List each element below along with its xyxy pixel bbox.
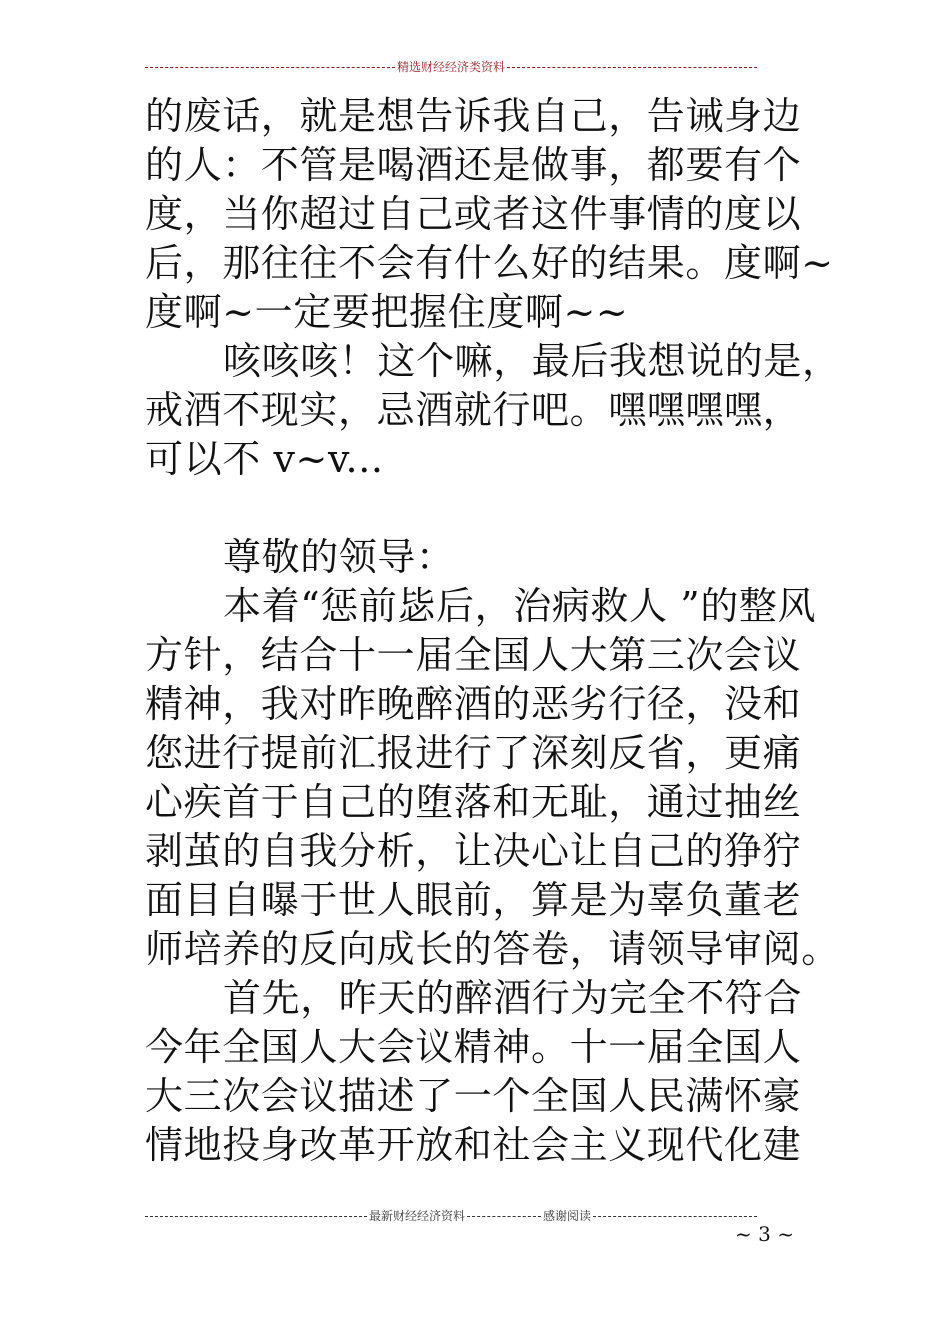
body-line: 您进行提前汇报进行了深刻反省，更痛: [145, 731, 802, 775]
body-line: 本着“惩前毖后，治病救人 ”的整风: [223, 584, 817, 628]
body-line: 情地投身改革开放和社会主义现代化建: [145, 1123, 802, 1167]
header-dash-left: [145, 67, 395, 68]
body-line: 大三次会议描述了一个全国人民满怀豪: [145, 1074, 802, 1118]
paragraph-gap: [145, 484, 815, 533]
body-line: 度，当你超过自己或者这件事情的度以: [145, 192, 802, 236]
body-line: 后，那往往不会有什么好的结果。度啊~: [145, 241, 834, 285]
page-number: ~ 3 ~: [735, 1222, 794, 1246]
body-line: 咳咳咳！这个嘛，最后我想说的是，: [223, 339, 841, 383]
document-body: [145, 92, 841, 1170]
header-dash-right: [507, 67, 757, 68]
body-line: 今年全国人大会议精神。十一届全国人: [145, 1025, 802, 1069]
salutation: 尊敬的领导：: [223, 535, 455, 579]
body-line: 心疾首于自己的堕落和无耻，通过抽丝: [145, 780, 802, 824]
body-line: 剥茧的自我分析，让决心让自己的狰狞: [145, 829, 802, 873]
page-header: [145, 60, 757, 74]
footer-label-left: 最新财经经济资料: [369, 1209, 466, 1223]
body-line: 方针，结合十一届全国人大第三次会议: [145, 633, 802, 677]
body-line: 的废话，就是想告诉我自己，告诫身边: [145, 94, 802, 138]
footer-dash-middle: [467, 1216, 541, 1217]
body-line: 度啊~一定要把握住度啊~~: [145, 290, 629, 334]
footer-label-right: 感谢阅读: [543, 1209, 592, 1223]
body-line: 师培养的反向成长的答卷，请领导审阅。: [145, 927, 840, 971]
body-line: 可以不 v~v...: [145, 437, 384, 481]
body-line: 首先，昨天的醉酒行为完全不符合: [223, 976, 803, 1020]
header-label: 精选财经经济类资料: [397, 60, 506, 74]
body-line: 的人：不管是喝酒还是做事，都要有个: [145, 143, 802, 187]
body-line: 面目自曝于世人眼前，算是为辜负董老: [145, 878, 802, 922]
page-footer: [145, 1209, 757, 1223]
footer-dash-left: [145, 1216, 367, 1217]
footer-dash-right: [593, 1216, 757, 1217]
body-line: 戒酒不现实，忌酒就行吧。嘿嘿嘿嘿，: [145, 388, 802, 432]
body-line: 精神，我对昨晚醉酒的恶劣行径，没和: [145, 682, 802, 726]
